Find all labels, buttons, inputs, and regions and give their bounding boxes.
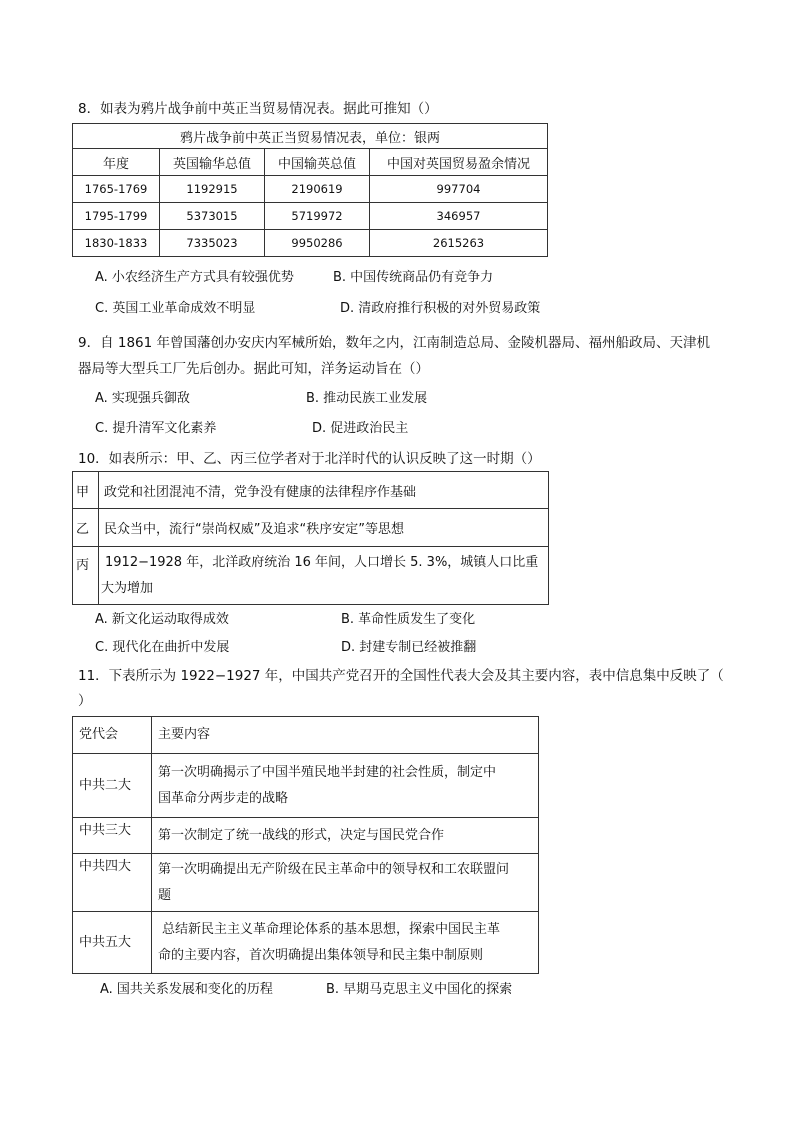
q10-content-yi xyxy=(99,509,549,547)
q11-content-2nd-line1: 第一次明确揭示了中国半殖民地半封建的社会性质，制定中 xyxy=(158,764,497,780)
q9-option-c[interactable]: C. 提升清军文化素养 xyxy=(95,421,217,436)
q9-stem-line2: 器局等大型兵工厂先后创办。据此可知，洋务运动旨在（） xyxy=(78,361,429,377)
q8-header-cn-export: 中国输英总值 xyxy=(265,149,370,176)
q10-option-c[interactable]: C. 现代化在曲折中发展 xyxy=(95,640,230,655)
q11-content-5th-line2: 命的主要内容，首次明确提出集体领导和民主集中制原则 xyxy=(158,947,484,963)
q8-table-caption: 鸦片战争前中英正当贸易情况表，单位：银两 xyxy=(73,124,548,149)
table-row xyxy=(73,754,539,818)
q8-header-year: 年度 xyxy=(73,149,160,176)
q10-stem: 10．如表所示：甲、乙、丙三位学者对于北洋时代的认识反映了这一时期（） xyxy=(78,451,541,467)
q11-label-5th: 中共五大 xyxy=(73,912,152,974)
q11-stem-line1: 11．下表所示为 1922−1927 年，中国共产党召开的全国性代表大会及其主要内容，表中信息集中反映了（ xyxy=(78,668,724,684)
q8-option-a[interactable]: A. 小农经济生产方式具有较强优势 xyxy=(95,270,294,285)
q11-content-5th xyxy=(152,912,539,974)
q10-content-yi-text: 民众当中，流行“崇尚权威”及追求“秩序安定”等思想 xyxy=(104,522,404,537)
q10-label-jia: 甲 xyxy=(73,472,99,509)
table-row xyxy=(73,547,549,605)
table-cell: 2190619 xyxy=(265,176,370,203)
table-cell: 7335023 xyxy=(160,230,265,257)
q8-option-c[interactable]: C. 英国工业革命成效不明显 xyxy=(95,301,256,316)
q8-option-d[interactable]: D. 清政府推行积极的对外贸易政策 xyxy=(340,301,541,316)
q11-congress-table xyxy=(72,716,539,974)
q10-label-bing: 丙 xyxy=(73,547,99,605)
q11-label-2nd: 中共二大 xyxy=(73,754,152,818)
q11-header-content: 主要内容 xyxy=(152,717,539,754)
table-cell: 346957 xyxy=(370,203,548,230)
q8-trade-table xyxy=(72,123,548,257)
table-row xyxy=(73,176,548,203)
q10-scholars-table xyxy=(72,471,549,605)
table-cell: 2615263 xyxy=(370,230,548,257)
table-cell: 997704 xyxy=(370,176,548,203)
q10-option-a[interactable]: A. 新文化运动取得成效 xyxy=(95,612,229,627)
q8-stem: 8．如表为鸦片战争前中英正当贸易情况表。据此可推知（） xyxy=(78,101,438,117)
table-cell: 9950286 xyxy=(265,230,370,257)
q11-content-3rd-line1: 第一次制定了统一战线的形式，决定与国民党合作 xyxy=(158,827,445,843)
table-row xyxy=(73,230,548,257)
q10-content-bing xyxy=(99,547,549,605)
q11-content-4th-line1: 第一次明确提出无产阶级在民主革命中的领导权和工农联盟问 xyxy=(158,861,510,877)
table-row xyxy=(73,472,549,509)
q9-option-a[interactable]: A. 实现强兵御敌 xyxy=(95,391,190,406)
table-row xyxy=(73,854,539,912)
q11-option-a[interactable]: A. 国共关系发展和变化的历程 xyxy=(100,982,273,997)
q11-header-congress: 党代会 xyxy=(73,717,152,754)
table-cell: 5373015 xyxy=(160,203,265,230)
q11-content-4th xyxy=(152,854,539,912)
q10-content-bing-line2: 大为增加 xyxy=(101,580,154,596)
q10-content-jia-text: 政党和社团混沌不清，党争没有健康的法律程序作基础 xyxy=(104,484,417,500)
q11-content-2nd xyxy=(152,754,539,818)
table-cell: 1830-1833 xyxy=(73,230,160,257)
q11-label-4th: 中共四大 xyxy=(73,854,152,912)
table-row xyxy=(73,717,539,754)
q8-header-surplus: 中国对英国贸易盈余情况 xyxy=(370,149,548,176)
q10-content-bing-line1: 1912−1928 年，北洋政府统治 16 年间，人口增长 5. 3%，城镇人口比重 xyxy=(105,554,539,570)
q9-option-d[interactable]: D. 促进政治民主 xyxy=(312,421,409,436)
q8-header-uk-export: 英国输华总值 xyxy=(160,149,265,176)
table-cell: 1795-1799 xyxy=(73,203,160,230)
table-cell: 1192915 xyxy=(160,176,265,203)
q10-content-jia xyxy=(99,472,549,509)
table-cell: 1765-1769 xyxy=(73,176,160,203)
q11-label-3rd: 中共三大 xyxy=(73,818,152,854)
q11-stem-line2: ） xyxy=(78,693,92,709)
table-row xyxy=(73,818,539,854)
table-cell: 5719972 xyxy=(265,203,370,230)
table-row xyxy=(73,509,549,547)
q9-stem-line1: 9．自 1861 年曾国藩创办安庆内军械所始，数年之内，江南制造总局、金陵机器局、福州船政局、天津机 xyxy=(78,335,711,351)
q10-label-yi: 乙 xyxy=(73,509,99,547)
q9-option-b[interactable]: B. 推动民族工业发展 xyxy=(306,391,428,406)
q10-option-b[interactable]: B. 革命性质发生了变化 xyxy=(341,612,476,627)
q11-option-b[interactable]: B. 早期马克思主义中国化的探索 xyxy=(326,982,513,997)
q11-content-3rd xyxy=(152,818,539,854)
q8-option-b[interactable]: B. 中国传统商品仍有竞争力 xyxy=(333,270,494,285)
q11-content-4th-line2: 题 xyxy=(158,887,172,903)
table-row xyxy=(73,912,539,974)
q10-option-d[interactable]: D. 封建专制已经被推翻 xyxy=(341,640,477,655)
table-row xyxy=(73,203,548,230)
q11-content-2nd-line2: 国革命分两步走的战略 xyxy=(158,790,289,806)
q11-content-5th-line1: 总结新民主主义革命理论体系的基本思想，探索中国民主革 xyxy=(162,921,501,937)
